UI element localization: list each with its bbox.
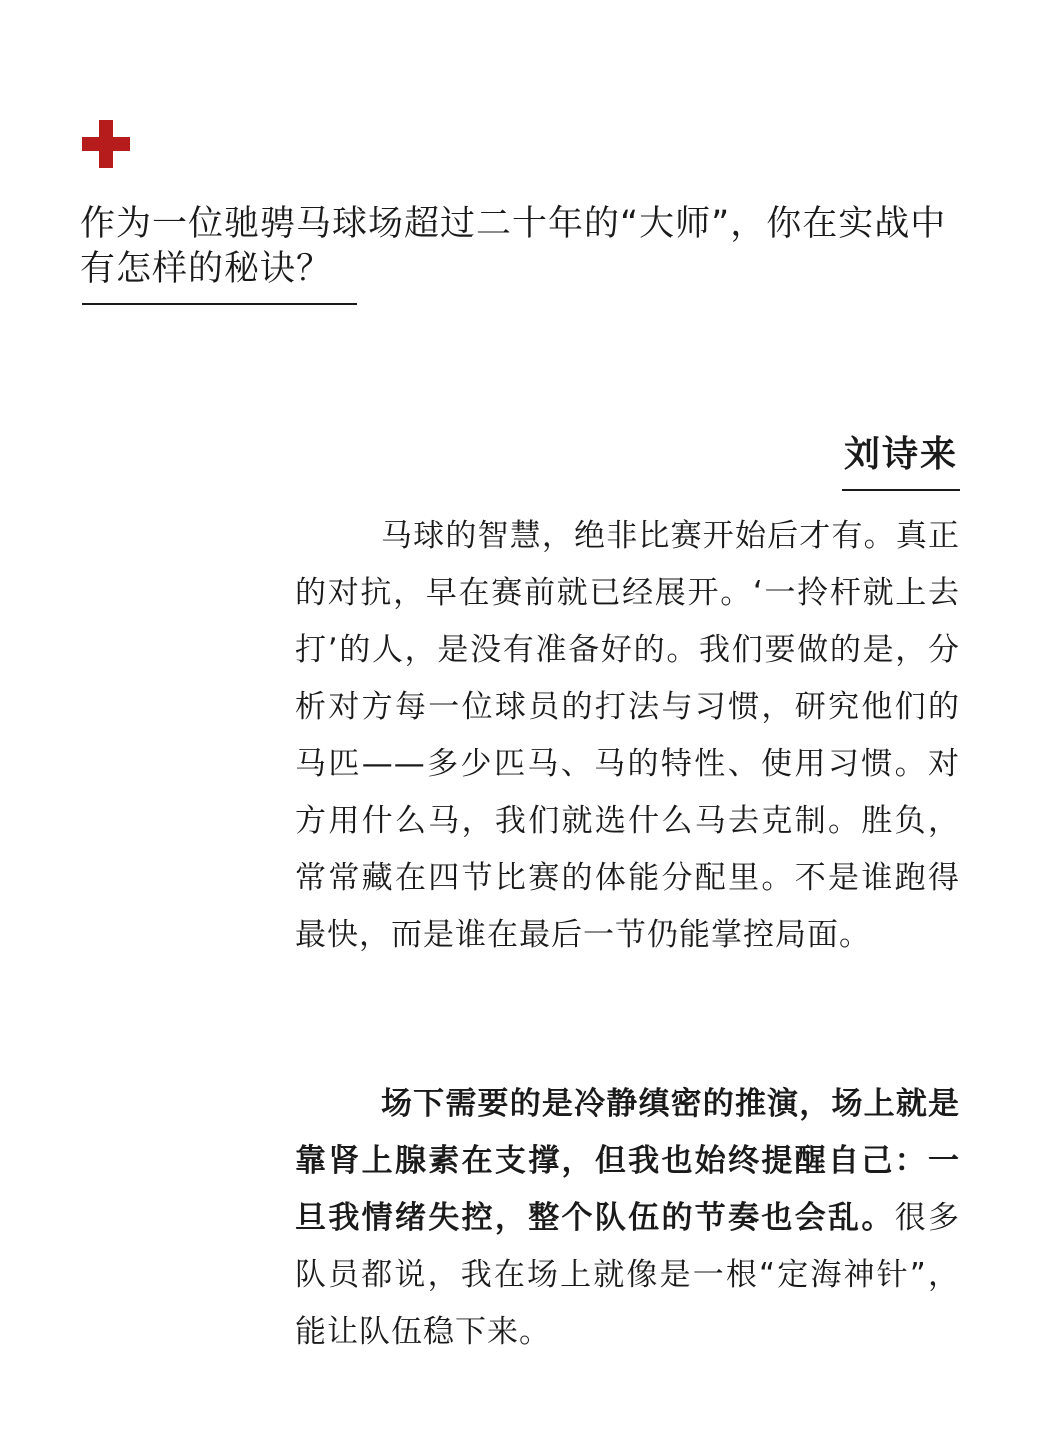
answer-paragraph-2 — [295, 1076, 960, 1361]
question-heading: 作为一位驰骋马球场超过二十年的“大师”，你在实战中有怎样的秘诀？ — [80, 204, 947, 289]
answer-paragraph-2-regular: 很多队员都说，我在场上就像是一根“定海神针”，能让队伍稳下来。 — [295, 1200, 961, 1350]
answer-paragraph-2-bold: 场下需要的是冷静缜密的推演，场上就是靠肾上腺素在支撑，但我也始终提醒自己：一旦我情绪失控，整个队伍的节奏也会乱。 — [295, 1086, 960, 1236]
red-cross-icon — [82, 120, 130, 168]
question-divider — [82, 303, 357, 305]
speaker-divider — [842, 489, 960, 491]
speaker-name: 刘诗来 — [843, 434, 958, 475]
answer-paragraph-1: 马球的智慧，绝非比赛开始后才有。真正的对抗，早在赛前就已经展开。‘一拎杆就上去打’的人，是没有准备好的。我们要做的是，分析对方每一位球员的打法与习惯，研究他们的马匹——多少匹马、马的特性、使用习惯。对方用什么马，我们就选什么马去克制。胜负，常常藏在四节比赛的体能分配里。不是谁跑得最快，而是谁在最后一节仍能掌控局面。 — [295, 518, 960, 953]
